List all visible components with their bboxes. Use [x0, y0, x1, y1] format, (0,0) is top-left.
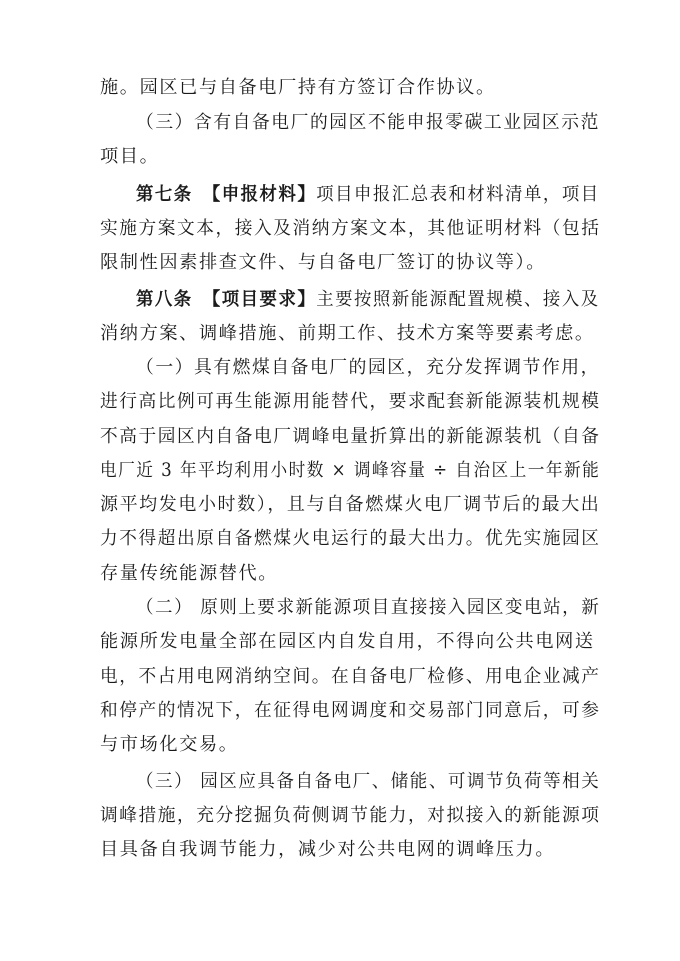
text-line — [100, 248, 546, 278]
text-run: 实施方案文本，接入及消纳方案文本，其他证明材料（包括 — [100, 218, 601, 239]
text-line — [136, 353, 600, 383]
text-run: 目具备自我调节能力，减少对公共电网的调峰压力。 — [100, 839, 556, 860]
text-line — [100, 142, 159, 172]
text-run: 施。园区已与自备电厂持有方签订合作协议。 — [100, 77, 496, 98]
text-run: 和停产的情况下，在征得电网调度和交易部门同意后，可参 — [100, 700, 601, 721]
text-line — [100, 559, 278, 589]
text-line — [100, 73, 496, 103]
text-run: （一）具有燃煤自备电厂的园区，充分发挥调节作用， — [136, 357, 600, 378]
text-run: 调峰措施，充分挖掘负荷侧调节能力，对拟接入的新能源项 — [100, 805, 601, 826]
text-line — [100, 524, 600, 554]
text-line — [136, 593, 600, 623]
text-run: 与市场化交易。 — [100, 734, 239, 755]
text-line — [100, 835, 555, 865]
text-run: 限制性因素排查文件、与自备电厂签订的协议等）。 — [100, 252, 547, 273]
text-line — [100, 422, 600, 452]
text-line — [100, 319, 595, 349]
text-run: 存量传统能源替代。 — [100, 563, 279, 584]
text-run: 进行高比例可再生能源用能替代，要求配套新能源装机规模 — [100, 391, 601, 412]
text-line — [100, 696, 600, 726]
text-line — [100, 214, 600, 244]
text-run: （三）含有自备电厂的园区不能申报零碳工业园区示范 — [136, 112, 600, 133]
text-run: 电厂近 3 年平均利用小时数 × 调峰容量 ÷ 自治区上一年新能 — [100, 460, 601, 481]
text-run: 主要按照新能源配置规模、接入及 — [316, 289, 600, 310]
article-heading: 第七条 【申报材料】 — [136, 184, 317, 205]
text-line — [100, 662, 600, 692]
text-run: 不高于园区内自备电厂调峰电量折算出的新能源装机（自备 — [100, 426, 601, 447]
text-line — [136, 180, 600, 210]
text-run: 项目。 — [100, 146, 160, 167]
text-line — [136, 108, 600, 138]
text-run: （三） 园区应具备自备电厂、储能、可调节负荷等相关 — [136, 771, 601, 792]
text-line — [100, 730, 239, 760]
text-run: 源平均发电小时数），且与自备燃煤火电厂调节后的最大出 — [100, 494, 601, 515]
text-line — [100, 801, 600, 831]
text-line — [136, 767, 600, 797]
text-run: 消纳方案、调峰措施、前期工作、技术方案等要素考虑。 — [100, 323, 595, 344]
text-line — [100, 490, 600, 520]
text-run: （二） 原则上要求新能源项目直接接入园区变电站，新 — [136, 597, 601, 618]
article-heading: 第八条 【项目要求】 — [136, 289, 317, 310]
text-run: 能源所发电量全部在园区内自发自用，不得向公共电网送 — [100, 631, 595, 652]
text-line — [100, 387, 600, 417]
text-line — [100, 627, 595, 657]
text-run: 电，不占用电网消纳空间。在自备电厂检修、用电企业减产 — [100, 666, 601, 687]
text-line — [136, 285, 600, 315]
text-run: 力不得超出原自备燃煤火电运行的最大出力。优先实施园区 — [100, 528, 601, 549]
text-line — [100, 456, 600, 486]
text-run: 项目申报汇总表和材料清单，项目 — [316, 184, 600, 205]
